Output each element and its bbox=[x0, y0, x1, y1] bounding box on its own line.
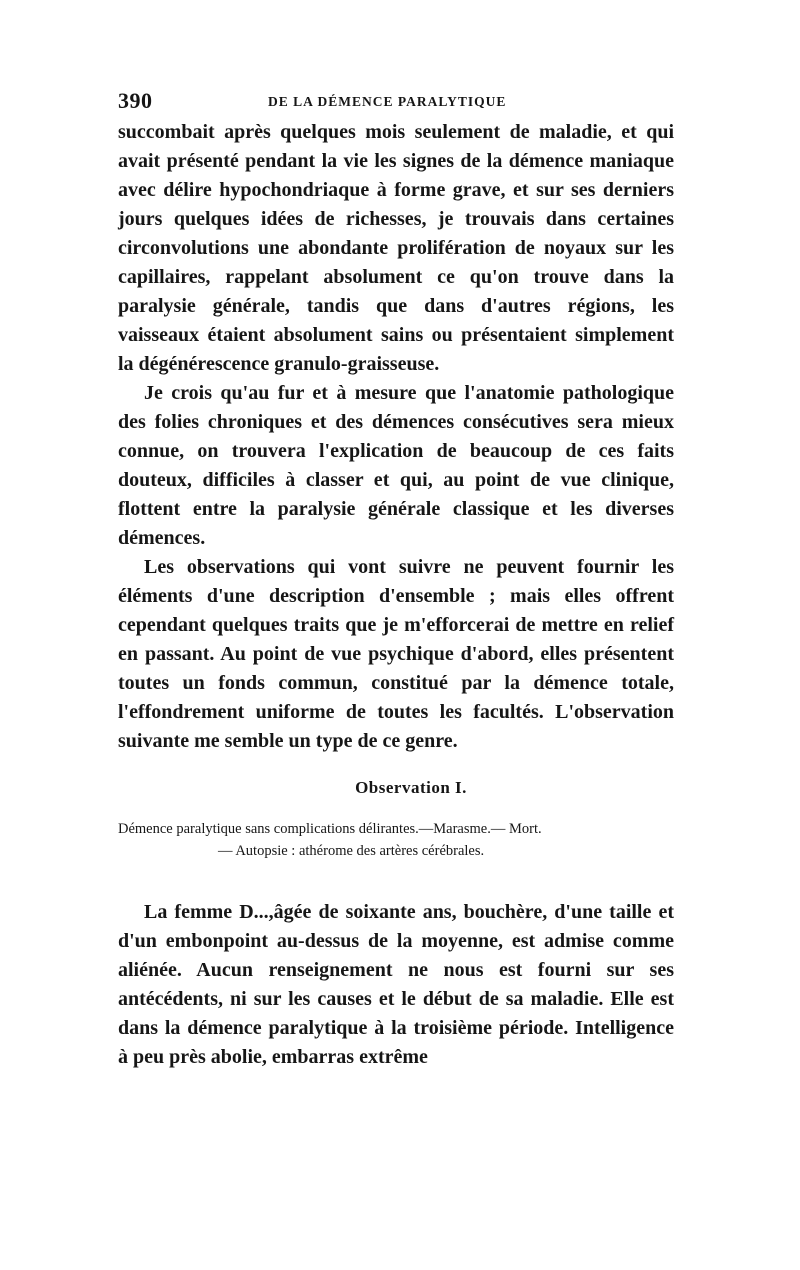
running-head bbox=[118, 88, 674, 118]
observation-summary bbox=[118, 818, 674, 862]
observation-title: Observation I. bbox=[355, 778, 467, 797]
observation-summary-line-2: — Autopsie : athérome des artères cérébrales. bbox=[218, 843, 485, 859]
book-page bbox=[118, 88, 674, 1072]
page-number: 390 bbox=[118, 88, 153, 113]
paragraph-observations-intro: Les observations qui vont suivre ne peuvent fournir les éléments d'une description d'ensemble ; mais elles offrent cependant quelques traits que je m'efforcerai de mettre en relief en passant. Au point de vue psychique d'abord, elles présentent toutes un fonds commun, constitué par la démence totale, l'effondrement uniforme de toutes les facultés. L'observation suivante me semble un type de ce genre. bbox=[118, 556, 674, 752]
running-title: DE LA DÉMENCE PARALYTIQUE bbox=[268, 94, 507, 109]
observation-summary-line-1: Démence paralytique sans complications délirantes.—Marasme.— Mort. bbox=[118, 821, 542, 837]
observation-text: La femme D...,âgée de soixante ans, bouchère, d'une taille et d'un embonpoint au-dessus de la moyenne, est admise comme aliénée. Aucun renseignement ne nous est fourni sur ses antécédents, ni sur les causes et le début de sa maladie. Elle est dans la démence paralytique à la troisième période. Intelligence à peu près abolie, embarras extrême bbox=[118, 901, 674, 1068]
paragraph-continuation: succombait après quelques mois seulement de maladie, et qui avait présenté pendant la vie les signes de la démence maniaque avec délire hypochondriaque à forme grave, et sur ses derniers jours quelques idées de richesses, je trouvais dans certaines circonvolutions une abondante prolifération de noyaux sur les capillaires, rappelant absolument ce qu'on trouve dans la paralysie générale, tandis que dans d'autres régions, les vaisseaux étaient absolument sains ou présentaient simplement la dégénérescence granulo-graisseuse. bbox=[118, 121, 674, 375]
paragraph-anatomy: Je crois qu'au fur et à mesure que l'anatomie pathologique des folies chroniques et des démences consécutives sera mieux connue, on trouvera l'explication de beaucoup de ces faits douteux, difficiles à classer et qui, au point de vue clinique, flottent entre la paralysie générale classique et les diverses démences. bbox=[118, 382, 674, 549]
section-spacer bbox=[118, 862, 674, 898]
